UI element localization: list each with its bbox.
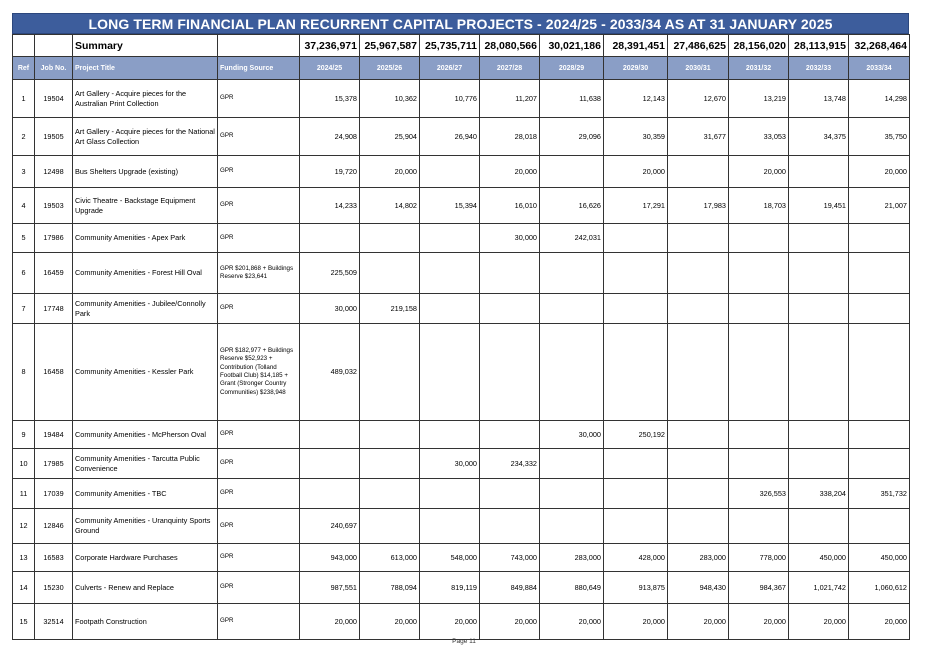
row-year-value [480,294,540,324]
row-year-value [420,294,480,324]
summary-label: Summary [73,35,218,57]
row-year-value [420,156,480,188]
row-ref: 2 [13,118,35,156]
table-row [13,479,910,509]
row-year-value [849,224,910,253]
row-year-value [300,224,360,253]
row-year-value: 20,000 [480,156,540,188]
summary-total: 25,967,587 [360,35,420,57]
row-year-value [604,324,668,421]
column-header-year: 2026/27 [420,57,480,80]
row-project-title: Community Amenities - Kessler Park [73,324,218,421]
row-year-value [604,479,668,509]
summary-total: 32,268,464 [849,35,910,57]
table-row [13,421,910,449]
row-year-value: 849,884 [480,572,540,604]
row-year-value: 788,094 [360,572,420,604]
row-year-value [849,324,910,421]
row-year-value: 242,031 [540,224,604,253]
table-row [13,253,910,294]
row-ref: 7 [13,294,35,324]
row-year-value: 778,000 [729,544,789,572]
row-year-value: 548,000 [420,544,480,572]
row-job-number: 32514 [35,604,73,640]
row-project-title: Community Amenities - Tarcutta Public Convenience [73,449,218,479]
row-year-value: 14,233 [300,188,360,224]
row-year-value [420,421,480,449]
row-project-title: Bus Shelters Upgrade (existing) [73,156,218,188]
row-year-value [480,253,540,294]
table-row [13,544,910,572]
row-year-value: 31,677 [668,118,729,156]
table-row [13,324,910,421]
row-year-value: 948,430 [668,572,729,604]
summary-row [13,35,910,57]
table-row [13,118,910,156]
row-year-value: 12,143 [604,80,668,118]
row-year-value [789,156,849,188]
row-year-value [420,509,480,544]
row-year-value [789,421,849,449]
row-year-value: 10,776 [420,80,480,118]
row-year-value [604,509,668,544]
row-year-value [540,479,604,509]
row-year-value: 20,000 [360,156,420,188]
row-ref: 1 [13,80,35,118]
row-year-value: 20,000 [668,604,729,640]
row-job-number: 17039 [35,479,73,509]
row-project-title: Art Gallery - Acquire pieces for the Australian Print Collection [73,80,218,118]
page-number: Page 11 [452,638,476,645]
table-row [13,156,910,188]
row-year-value: 13,219 [729,80,789,118]
row-project-title: Community Amenities - TBC [73,479,218,509]
row-year-value: 30,000 [420,449,480,479]
row-year-value: 351,732 [849,479,910,509]
row-project-title: Culverts - Renew and Replace [73,572,218,604]
table-row [13,604,910,640]
row-year-value: 18,703 [729,188,789,224]
row-project-title: Community Amenities - Forest Hill Oval [73,253,218,294]
row-year-value: 30,359 [604,118,668,156]
column-header-year: 2027/28 [480,57,540,80]
row-year-value: 219,158 [360,294,420,324]
row-year-value: 240,697 [300,509,360,544]
row-year-value [789,224,849,253]
row-year-value: 338,204 [789,479,849,509]
row-year-value [789,294,849,324]
column-header-year: 2033/34 [849,57,910,80]
row-job-number: 16458 [35,324,73,421]
row-project-title: Art Gallery - Acquire pieces for the National Art Glass Collection [73,118,218,156]
row-year-value: 11,638 [540,80,604,118]
row-year-value: 21,007 [849,188,910,224]
row-year-value: 28,018 [480,118,540,156]
row-year-value: 613,000 [360,544,420,572]
row-job-number: 12846 [35,509,73,544]
row-year-value: 819,119 [420,572,480,604]
row-year-value: 984,367 [729,572,789,604]
row-ref: 8 [13,324,35,421]
row-year-value: 13,748 [789,80,849,118]
row-year-value [480,421,540,449]
column-header-year: 2024/25 [300,57,360,80]
row-year-value [540,294,604,324]
table-row [13,294,910,324]
row-year-value [849,421,910,449]
row-year-value [729,224,789,253]
row-year-value [604,294,668,324]
summary-total: 25,735,711 [420,35,480,57]
row-year-value [729,509,789,544]
row-year-value: 20,000 [604,604,668,640]
row-funding-source: GPR [218,544,300,572]
row-project-title: Community Amenities - Apex Park [73,224,218,253]
row-year-value [789,449,849,479]
summary-spacer [218,35,300,57]
row-project-title: Corporate Hardware Purchases [73,544,218,572]
column-header-year: 2029/30 [604,57,668,80]
row-year-value: 1,060,612 [849,572,910,604]
row-year-value: 283,000 [668,544,729,572]
row-funding-source: GPR [218,118,300,156]
row-year-value [789,509,849,544]
row-year-value: 10,362 [360,80,420,118]
row-funding-source: GPR [218,156,300,188]
row-year-value: 450,000 [789,544,849,572]
column-header-year: 2028/29 [540,57,604,80]
summary-spacer [13,35,35,57]
row-year-value [668,294,729,324]
row-job-number: 19484 [35,421,73,449]
row-year-value [604,253,668,294]
column-header-job: Job No. [35,57,73,80]
row-job-number: 19505 [35,118,73,156]
row-year-value [300,421,360,449]
row-year-value: 20,000 [729,604,789,640]
row-year-value [420,224,480,253]
row-ref: 15 [13,604,35,640]
row-year-value [789,324,849,421]
row-year-value [360,449,420,479]
row-job-number: 16583 [35,544,73,572]
row-ref: 3 [13,156,35,188]
summary-total: 37,236,971 [300,35,360,57]
row-year-value: 20,000 [300,604,360,640]
row-year-value [540,156,604,188]
column-header-year: 2025/26 [360,57,420,80]
row-project-title: Footpath Construction [73,604,218,640]
row-year-value [668,421,729,449]
row-ref: 9 [13,421,35,449]
row-project-title: Community Amenities - Jubilee/Connolly Park [73,294,218,324]
row-year-value [668,156,729,188]
row-year-value: 987,551 [300,572,360,604]
row-year-value: 12,670 [668,80,729,118]
row-year-value: 15,378 [300,80,360,118]
column-header-year: 2031/32 [729,57,789,80]
row-year-value [360,509,420,544]
row-job-number: 12498 [35,156,73,188]
row-year-value: 283,000 [540,544,604,572]
row-year-value: 29,096 [540,118,604,156]
row-funding-source: GPR [218,479,300,509]
table-row [13,572,910,604]
row-year-value: 743,000 [480,544,540,572]
row-year-value: 16,010 [480,188,540,224]
row-year-value [668,324,729,421]
row-year-value [604,449,668,479]
row-year-value: 14,802 [360,188,420,224]
row-funding-source: GPR $182,977 + Buildings Reserve $52,923 + Contribution (Tolland Football Club) $14,185 + Grant (Stronger Country Communities) $238,948 [218,324,300,421]
row-year-value [729,294,789,324]
row-year-value [360,421,420,449]
financial-plan-page [12,13,909,640]
row-year-value: 20,000 [789,604,849,640]
row-year-value [849,449,910,479]
row-job-number: 17748 [35,294,73,324]
row-year-value: 913,875 [604,572,668,604]
row-year-value: 20,000 [540,604,604,640]
row-job-number: 16459 [35,253,73,294]
row-year-value: 15,394 [420,188,480,224]
row-year-value: 489,032 [300,324,360,421]
row-year-value: 17,291 [604,188,668,224]
row-ref: 10 [13,449,35,479]
table-row [13,224,910,253]
column-header-year: 2030/31 [668,57,729,80]
row-year-value: 943,000 [300,544,360,572]
row-job-number: 15230 [35,572,73,604]
row-funding-source: GPR [218,294,300,324]
row-year-value: 19,451 [789,188,849,224]
row-year-value [480,324,540,421]
row-project-title: Community Amenities - McPherson Oval [73,421,218,449]
row-ref: 5 [13,224,35,253]
column-header-funding: Funding Source [218,57,300,80]
column-header-year: 2032/33 [789,57,849,80]
row-year-value [849,253,910,294]
row-year-value: 20,000 [360,604,420,640]
row-year-value [729,253,789,294]
row-year-value [360,253,420,294]
row-funding-source: GPR $201,868 + Buildings Reserve $23,641 [218,253,300,294]
row-year-value [540,449,604,479]
row-job-number: 17985 [35,449,73,479]
row-year-value: 225,509 [300,253,360,294]
summary-total: 28,156,020 [729,35,789,57]
row-year-value [849,294,910,324]
row-year-value [480,509,540,544]
row-year-value: 19,720 [300,156,360,188]
row-ref: 12 [13,509,35,544]
row-job-number: 19504 [35,80,73,118]
row-year-value: 326,553 [729,479,789,509]
row-year-value: 250,192 [604,421,668,449]
row-year-value [668,479,729,509]
row-year-value [668,449,729,479]
row-year-value: 24,908 [300,118,360,156]
row-year-value [540,324,604,421]
row-year-value [668,509,729,544]
summary-spacer [35,35,73,57]
row-year-value: 35,750 [849,118,910,156]
table-row [13,509,910,544]
row-year-value [604,224,668,253]
row-year-value: 1,021,742 [789,572,849,604]
row-year-value [729,421,789,449]
row-year-value [360,324,420,421]
page-title: LONG TERM FINANCIAL PLAN RECURRENT CAPITAL PROJECTS - 2024/25 - 2033/34 AS AT 31 JANUARY 2025 [12,13,909,34]
row-funding-source: GPR [218,421,300,449]
row-year-value [729,324,789,421]
row-year-value [849,509,910,544]
row-year-value: 20,000 [849,604,910,640]
row-year-value: 234,332 [480,449,540,479]
row-year-value [668,253,729,294]
row-year-value: 30,000 [540,421,604,449]
row-year-value: 25,904 [360,118,420,156]
row-year-value: 450,000 [849,544,910,572]
row-year-value [300,449,360,479]
row-year-value: 20,000 [604,156,668,188]
summary-total: 28,391,451 [604,35,668,57]
table-row [13,188,910,224]
row-job-number: 19503 [35,188,73,224]
row-ref: 13 [13,544,35,572]
row-year-value: 880,649 [540,572,604,604]
row-year-value: 26,940 [420,118,480,156]
row-year-value [540,253,604,294]
row-year-value: 428,000 [604,544,668,572]
row-project-title: Civic Theatre - Backstage Equipment Upgrade [73,188,218,224]
row-ref: 11 [13,479,35,509]
row-funding-source: GPR [218,224,300,253]
row-ref: 4 [13,188,35,224]
row-year-value: 33,053 [729,118,789,156]
row-year-value: 11,207 [480,80,540,118]
column-header-ref: Ref [13,57,35,80]
row-year-value [420,324,480,421]
row-funding-source: GPR [218,572,300,604]
row-year-value [668,224,729,253]
row-year-value: 30,000 [480,224,540,253]
summary-total: 30,021,186 [540,35,604,57]
row-year-value: 20,000 [420,604,480,640]
row-year-value: 14,298 [849,80,910,118]
row-funding-source: GPR [218,80,300,118]
row-funding-source: GPR [218,604,300,640]
row-job-number: 17986 [35,224,73,253]
row-year-value [420,479,480,509]
row-project-title: Community Amenities - Uranquinty Sports Ground [73,509,218,544]
row-year-value: 30,000 [300,294,360,324]
column-header-project: Project Title [73,57,218,80]
row-year-value [729,449,789,479]
row-year-value: 17,983 [668,188,729,224]
row-year-value [540,509,604,544]
summary-total: 27,486,625 [668,35,729,57]
row-funding-source: GPR [218,188,300,224]
row-funding-source: GPR [218,449,300,479]
row-year-value: 20,000 [849,156,910,188]
row-year-value: 34,375 [789,118,849,156]
summary-total: 28,080,566 [480,35,540,57]
row-ref: 6 [13,253,35,294]
row-year-value: 20,000 [729,156,789,188]
row-year-value [789,253,849,294]
column-header-row [13,57,910,80]
row-year-value: 16,626 [540,188,604,224]
capital-projects-table [12,34,910,640]
row-year-value [360,479,420,509]
row-year-value [420,253,480,294]
summary-total: 28,113,915 [789,35,849,57]
row-year-value [480,479,540,509]
row-funding-source: GPR [218,509,300,544]
table-row [13,80,910,118]
row-year-value [360,224,420,253]
row-year-value [300,479,360,509]
table-row [13,449,910,479]
row-ref: 14 [13,572,35,604]
row-year-value: 20,000 [480,604,540,640]
